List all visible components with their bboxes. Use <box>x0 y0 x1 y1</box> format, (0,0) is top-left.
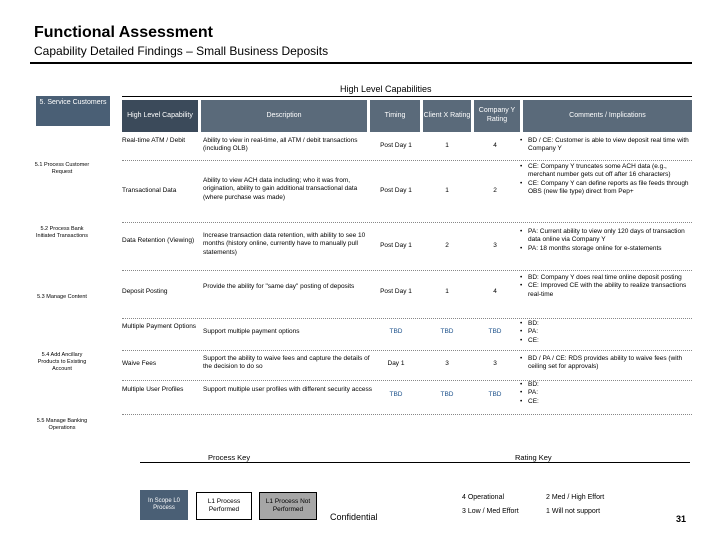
row-7-capability: Multiple User Profiles <box>122 386 184 393</box>
row-6-comments: • BD / PA / CE: RDS provides ability to waive fees (with ceiling set for approvals) <box>520 355 683 371</box>
row-1-description: Ability to view in real-time, all ATM / debit transactions (including OLB) <box>203 137 358 153</box>
row-3-company-y: 3 <box>493 242 497 249</box>
header-client-x-rating: Client X Rating <box>423 100 471 132</box>
process-5-3: 5.3 Manage Content <box>37 294 87 300</box>
row-5-company-y: TBD <box>488 328 502 335</box>
page-number: 31 <box>676 514 687 524</box>
key-in-scope-l0: In Scope L0 Process <box>140 490 188 520</box>
process-key-title: Process Key <box>208 453 251 462</box>
header-capability: High Level Capability <box>122 100 198 132</box>
confidential-label: Confidential <box>330 512 378 522</box>
caption-rule <box>122 96 692 97</box>
high-level-capabilities-caption: High Level Capabilities <box>340 84 432 94</box>
row-1-comments: • BD / CE: Customer is able to view deposit real time with Company Y <box>520 137 689 153</box>
header-description: Description <box>201 100 367 132</box>
row-1-capability: Real-time ATM / Debit <box>122 137 186 144</box>
row-separator <box>122 270 692 271</box>
row-4-client-x: 1 <box>445 288 449 295</box>
row-1-company-y: 4 <box>493 142 497 149</box>
row-separator <box>122 414 692 415</box>
keys-rule <box>140 462 690 463</box>
row-5-timing: TBD <box>389 328 403 335</box>
row-6-company-y: 3 <box>493 360 497 367</box>
process-5-2: 5.2 Process Bank Initiated Transactions <box>36 226 88 240</box>
row-7-description: Support multiple user profiles with different security access <box>203 386 372 393</box>
row-3-comments: • PA: Current ability to view only 120 days of transaction data online via Company Y • PA: 18 months storage online for e-statements <box>520 228 685 252</box>
row-5-client-x: TBD <box>440 328 454 335</box>
rating-key-title: Rating Key <box>515 453 552 462</box>
row-4-comments: • BD: Company Y does real time online deposit posting • CE: Improved CE with the ability to realize transactions real-time <box>520 274 687 298</box>
row-6-capability: Waive Fees <box>122 360 157 367</box>
row-separator <box>122 222 692 223</box>
row-2-company-y: 2 <box>493 187 497 194</box>
process-5-1: 5.1 Process Customer Request <box>34 162 90 176</box>
process-5-5: 5.5 Manage Banking Operations <box>36 418 88 432</box>
row-7-timing: TBD <box>389 391 403 398</box>
rating-4-operational: 4 Operational <box>462 494 505 501</box>
row-7-comments: • BD: • PA: • CE: <box>520 381 539 405</box>
row-3-client-x: 2 <box>445 242 449 249</box>
rating-2-med-high: 2 Med / High Effort <box>546 494 605 501</box>
row-7-client-x: TBD <box>440 391 454 398</box>
row-separator <box>122 160 692 161</box>
row-4-timing: Post Day 1 <box>380 288 412 295</box>
row-6-timing: Day 1 <box>387 360 405 367</box>
header-comments: Comments / Implications <box>523 100 692 132</box>
process-5-4: 5.4 Add Ancillary Products to Existing Account <box>37 352 87 373</box>
row-3-timing: Post Day 1 <box>380 242 412 249</box>
row-7-company-y: TBD <box>488 391 502 398</box>
row-3-capability: Data Retention (Viewing) <box>122 237 195 244</box>
header-timing: Timing <box>370 100 420 132</box>
rating-1-will-not-support: 1 Will not support <box>546 508 601 515</box>
row-4-capability: Deposit Posting <box>122 288 168 295</box>
row-2-comments: • CE: Company Y truncates some ACH data (e.g., merchant number gets cut off after 16 characters) • CE: Company Y can define reports as file feeds through OBS (new file type) direct from Pep+ <box>520 163 689 196</box>
row-separator <box>122 350 692 351</box>
row-5-capability: Multiple Payment Options <box>122 323 197 330</box>
key-l1-performed: L1 Process Performed <box>196 492 252 520</box>
row-5-description: Support multiple payment options <box>203 328 300 335</box>
row-6-description: Support the ability to waive fees and capture the details of the decision to do so <box>203 355 370 371</box>
row-2-timing: Post Day 1 <box>380 187 412 194</box>
row-2-capability: Transactional Data <box>122 187 177 194</box>
row-separator <box>122 318 692 319</box>
row-3-description: Increase transaction data retention, with ability to see 10 months (history online, currently have to manually pull statements) <box>203 232 366 256</box>
row-2-client-x: 1 <box>445 187 449 194</box>
page-title: Functional Assessment <box>34 24 214 41</box>
row-4-company-y: 4 <box>493 288 497 295</box>
title-rule <box>30 62 692 64</box>
row-1-client-x: 1 <box>445 142 449 149</box>
row-6-client-x: 3 <box>445 360 449 367</box>
header-company-y-rating: Company Y Rating <box>474 100 520 132</box>
row-2-description: Ability to view ACH data including; who it was from, origination, ability to gain additional transactional data (where purchase was made) <box>203 177 358 201</box>
row-4-description: Provide the ability for "same day" posting of deposits <box>203 283 355 290</box>
service-customers-box: 5. Service Customers <box>36 96 110 126</box>
page-subtitle: Capability Detailed Findings – Small Business Deposits <box>34 44 329 58</box>
row-5-comments: • BD: • PA: • CE: <box>520 320 539 344</box>
row-1-timing: Post Day 1 <box>380 142 412 149</box>
key-l1-not-performed: L1 Process Not Performed <box>259 492 317 520</box>
rating-3-low-med: 3 Low / Med Effort <box>462 508 519 515</box>
